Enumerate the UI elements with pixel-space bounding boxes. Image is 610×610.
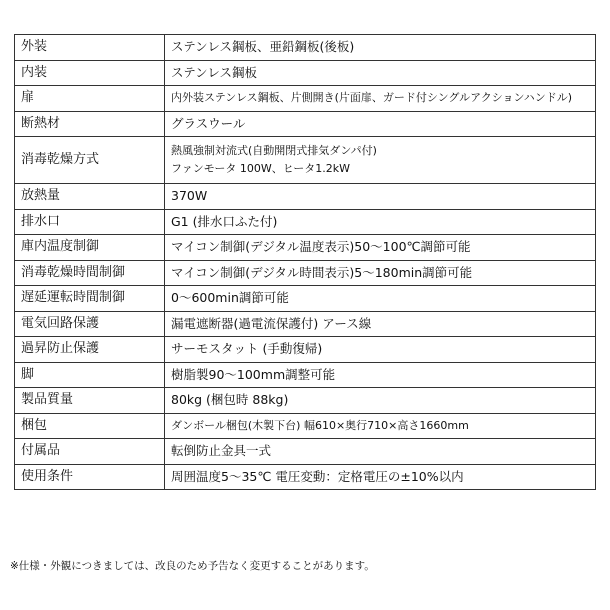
spec-row-heat-output <box>15 184 596 210</box>
spec-row-time-control <box>15 260 596 286</box>
spec-row-insulation <box>15 111 596 137</box>
spec-value <box>165 137 596 184</box>
spec-row-overheat-protection <box>15 337 596 363</box>
spec-value: マイコン制御(デジタル時間表示)5～180min調節可能 <box>165 260 596 286</box>
spec-row-interior <box>15 60 596 86</box>
spec-row-delay-control <box>15 286 596 312</box>
spec-row-drying-method <box>15 137 596 184</box>
spec-value: グラスウール <box>165 111 596 137</box>
spec-value: G1 (排水口ふた付) <box>165 209 596 235</box>
spec-label: 消毒乾燥方式 <box>15 137 165 184</box>
spec-row-circuit-protection <box>15 311 596 337</box>
spec-value: ダンボール梱包(木製下台) 幅610×奥行710×高さ1660mm <box>165 413 596 439</box>
spec-label: 消毒乾燥時間制御 <box>15 260 165 286</box>
spec-value: 370W <box>165 184 596 210</box>
spec-value: 80kg (梱包時 88kg) <box>165 388 596 414</box>
spec-row-packaging <box>15 413 596 439</box>
spec-row-temp-control <box>15 235 596 261</box>
spec-row-accessories <box>15 439 596 465</box>
spec-label: 排水口 <box>15 209 165 235</box>
spec-label: 扉 <box>15 86 165 112</box>
spec-label: 付属品 <box>15 439 165 465</box>
spec-label: 外装 <box>15 35 165 61</box>
spec-label: 庫内温度制御 <box>15 235 165 261</box>
spec-value: 転倒防止金具一式 <box>165 439 596 465</box>
spec-label: 梱包 <box>15 413 165 439</box>
spec-value: ステンレス鋼板 <box>165 60 596 86</box>
spec-value-line: 熱風強制対流式(自動開閉式排気ダンパ付) <box>171 144 377 157</box>
spec-label: 放熱量 <box>15 184 165 210</box>
spec-label: 遅延運転時間制御 <box>15 286 165 312</box>
spec-label: 使用条件 <box>15 464 165 490</box>
spec-value-line: ファンモータ 100W、ヒータ1.2kW <box>171 162 351 175</box>
spec-value: サーモスタット (手動復帰) <box>165 337 596 363</box>
spec-value: マイコン制御(デジタル温度表示)50～100℃調節可能 <box>165 235 596 261</box>
spec-label: 内装 <box>15 60 165 86</box>
spec-value: 内外装ステンレス鋼板、片側開き(片面扉、ガード付シングルアクションハンドル) <box>165 86 596 112</box>
spec-label: 断熱材 <box>15 111 165 137</box>
spec-label: 脚 <box>15 362 165 388</box>
footnote: ※仕様・外観につきましては、改良のため予告なく変更することがあります。 <box>10 560 375 572</box>
spec-row-exterior <box>15 35 596 61</box>
spec-value: 周囲温度5～35℃ 電圧変動：定格電圧の±10%以内 <box>165 464 596 490</box>
spec-value: 0～600min調節可能 <box>165 286 596 312</box>
spec-row-door <box>15 86 596 112</box>
spec-label: 過昇防止保護 <box>15 337 165 363</box>
spec-row-legs <box>15 362 596 388</box>
spec-row-drain <box>15 209 596 235</box>
spec-value: 漏電遮断器(過電流保護付) アース線 <box>165 311 596 337</box>
spec-row-operating-conditions <box>15 464 596 490</box>
spec-table <box>14 34 596 490</box>
spec-label: 電気回路保護 <box>15 311 165 337</box>
spec-row-weight <box>15 388 596 414</box>
spec-value: ステンレス鋼板、亜鉛鋼板(後板) <box>165 35 596 61</box>
spec-value: 樹脂製90～100mm調整可能 <box>165 362 596 388</box>
spec-label: 製品質量 <box>15 388 165 414</box>
